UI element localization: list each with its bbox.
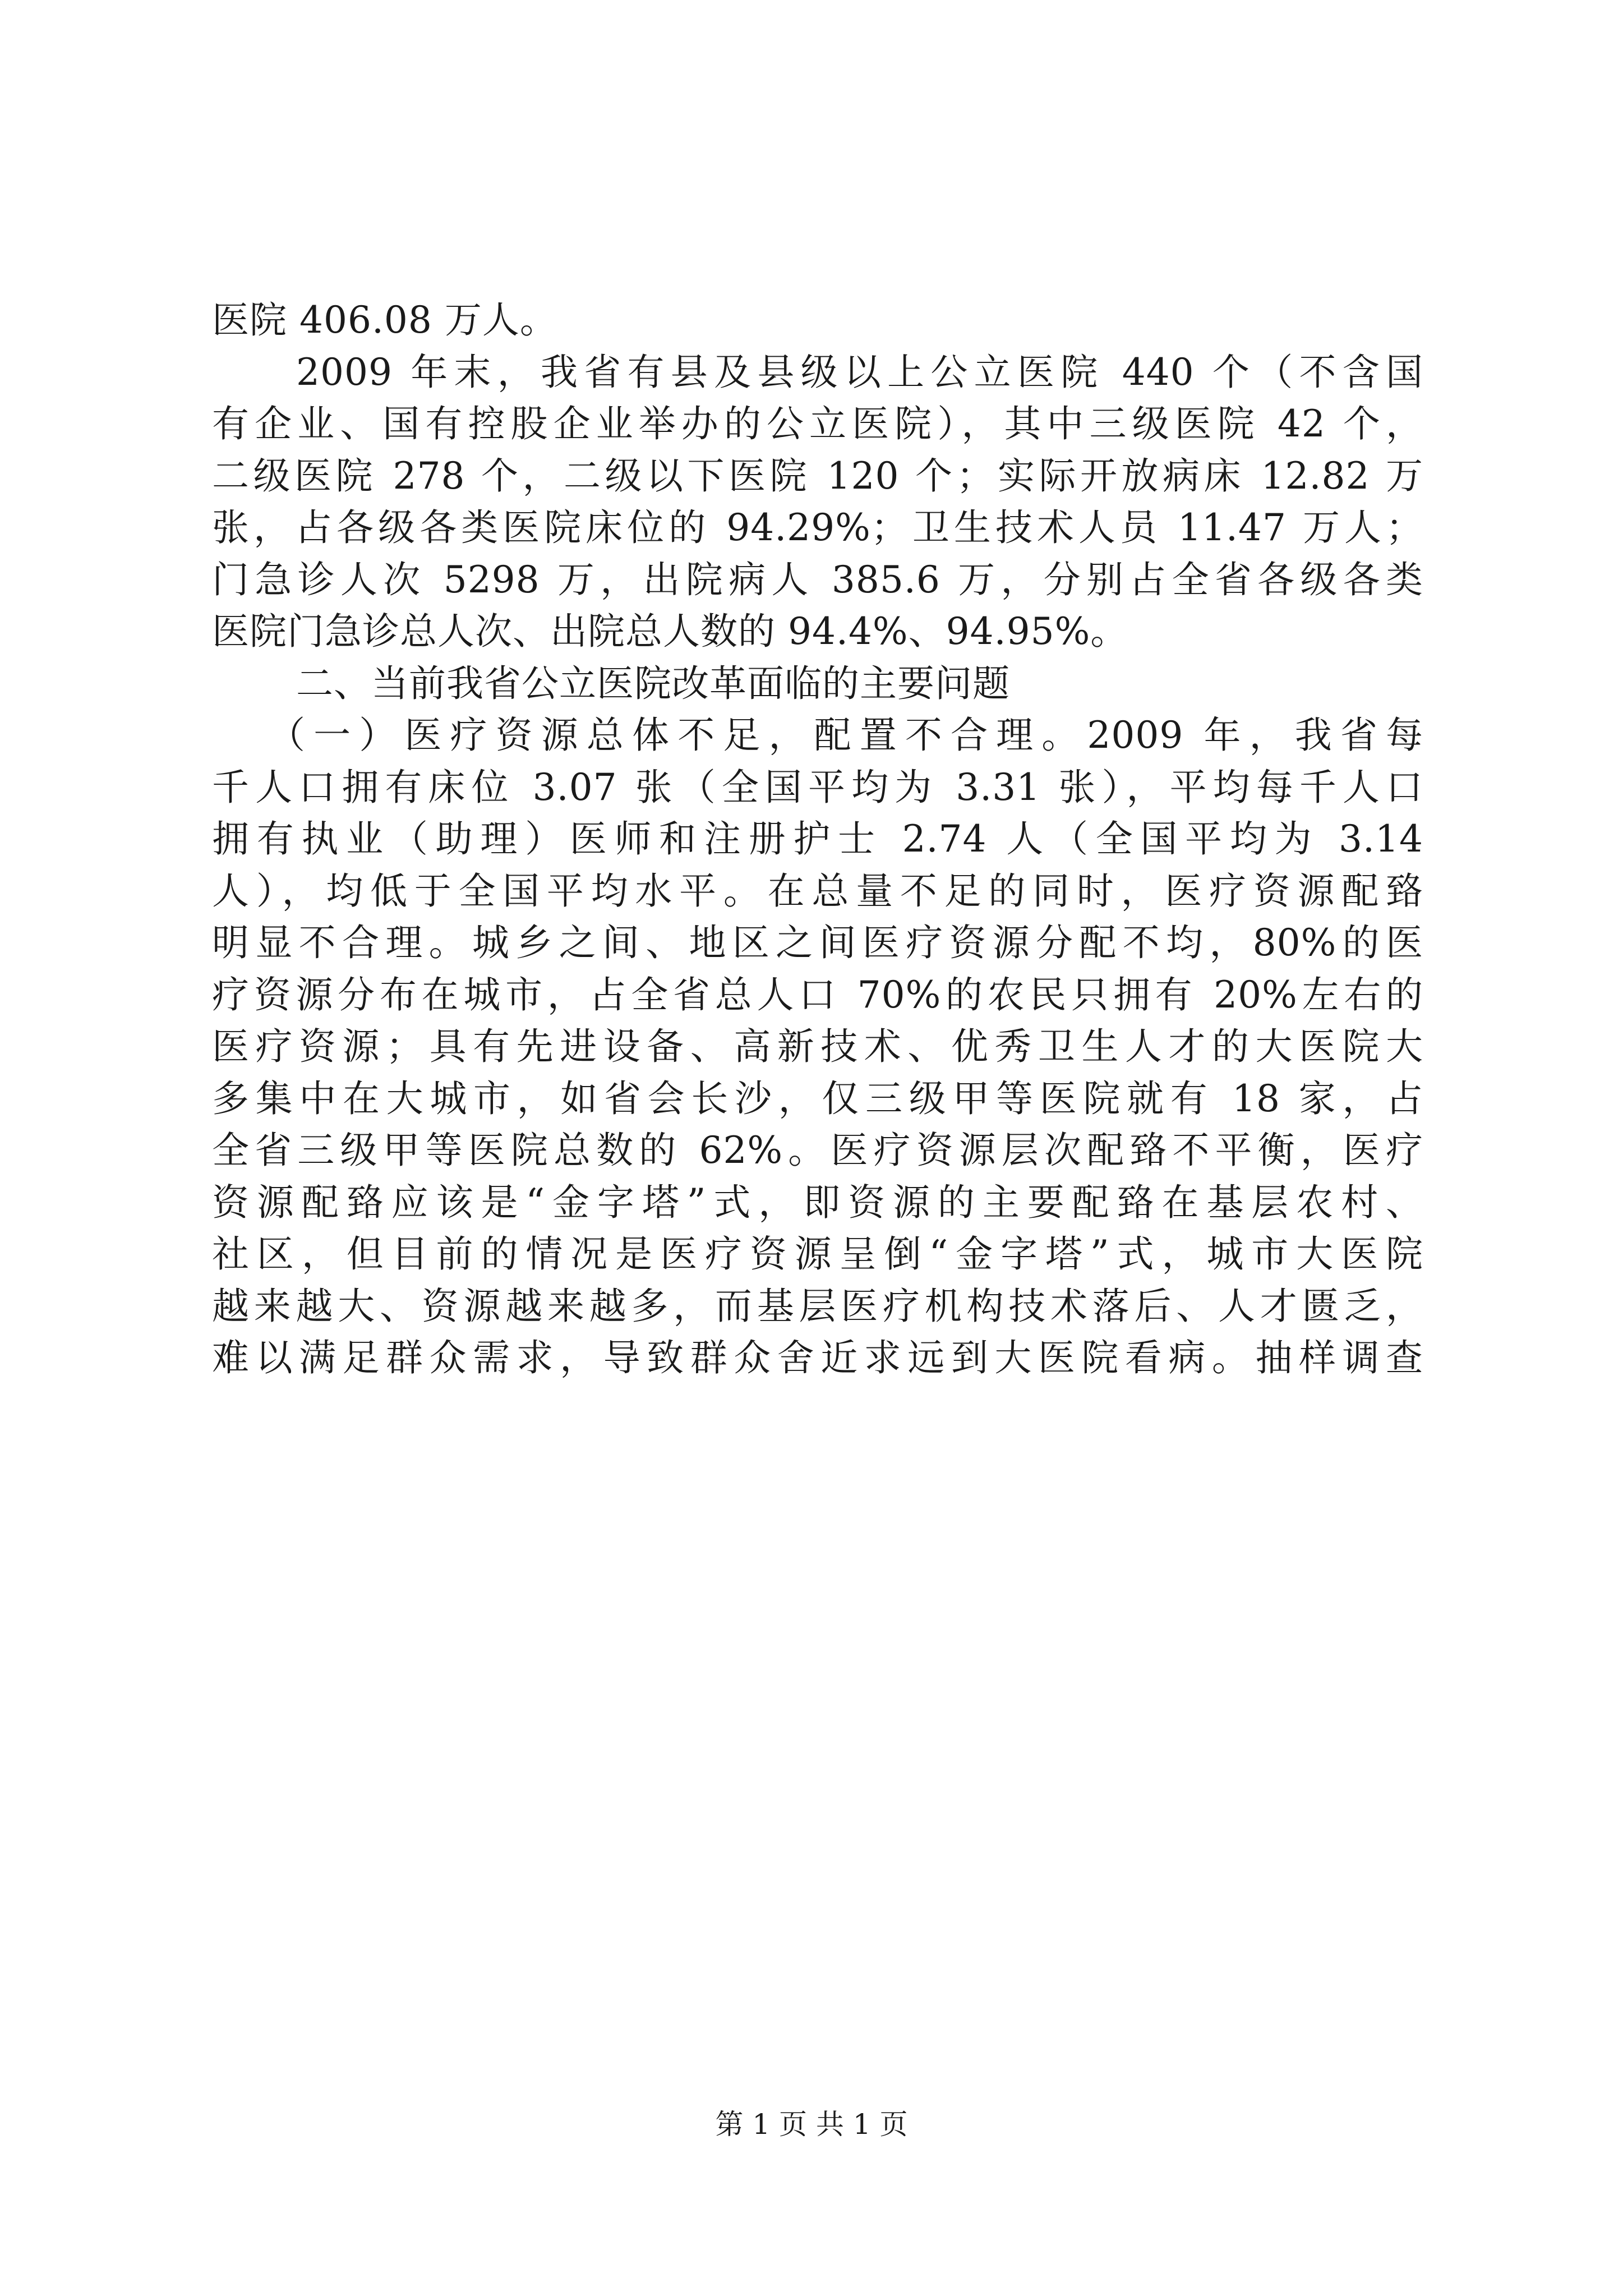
page-number-label: 第 1 页 共 1 页	[715, 2108, 908, 2141]
text-line: 明显不合理。城乡之间、地区之间医疗资源分配不均，80%的医	[212, 921, 1423, 964]
text-line: 人），均低于全国平均水平。在总量不足的同时，医疗资源配臵	[212, 869, 1423, 913]
text-line: 医院门急诊总人次、出院总人数的 94.4%、94.95%。	[212, 610, 1128, 653]
text-line: 有企业、国有控股企业举办的公立医院），其中三级医院 42 个，	[212, 402, 1423, 445]
text-line: 社区，但目前的情况是医疗资源呈倒“金字塔”式，城市大医院	[212, 1232, 1423, 1276]
text-line: 拥有执业（助理）医师和注册护士 2.74 人（全国平均为 3.14	[212, 817, 1423, 861]
text-line: 医院 406.08 万人。	[212, 298, 557, 342]
text-line: 疗资源分布在城市，占全省总人口 70%的农民只拥有 20%左右的	[212, 973, 1423, 1016]
section-heading: 二、当前我省公立医院改革面临的主要问题	[296, 661, 1010, 705]
body-text	[212, 295, 1423, 1384]
text-line: 越来越大、资源越来越多，而基层医疗机构技术落后、人才匮乏，	[212, 1284, 1423, 1328]
text-line: 多集中在大城市，如省会长沙，仅三级甲等医院就有 18 家，占	[212, 1076, 1423, 1120]
text-line: 全省三级甲等医院总数的 62%。医疗资源层次配臵不平衡，医疗	[212, 1129, 1423, 1172]
text-line: （一）医疗资源总体不足，配置不合理。2009 年，我省每	[268, 714, 1423, 757]
text-line: 门急诊人次 5298 万，出院病人 385.6 万，分别占全省各级各类	[212, 558, 1423, 601]
text-line: 难以满足群众需求，导致群众舍近求远到大医院看病。抽样调查	[212, 1336, 1423, 1379]
page-footer	[0, 2105, 1623, 2144]
text-line: 医疗资源；具有先进设备、高新技术、优秀卫生人才的大医院大	[212, 1025, 1423, 1068]
text-line: 千人口拥有床位 3.07 张（全国平均为 3.31 张），平均每千人口	[212, 765, 1423, 809]
text-line: 二级医院 278 个，二级以下医院 120 个；实际开放病床 12.82 万	[212, 454, 1423, 498]
text-line: 资源配臵应该是“金字塔”式，即资源的主要配臵在基层农村、	[212, 1180, 1423, 1224]
text-line: 张，占各级各类医院床位的 94.29%；卫生技术人员 11.47 万人；	[212, 506, 1423, 549]
text-line: 2009 年末，我省有县及县级以上公立医院 440 个（不含国	[296, 350, 1423, 394]
